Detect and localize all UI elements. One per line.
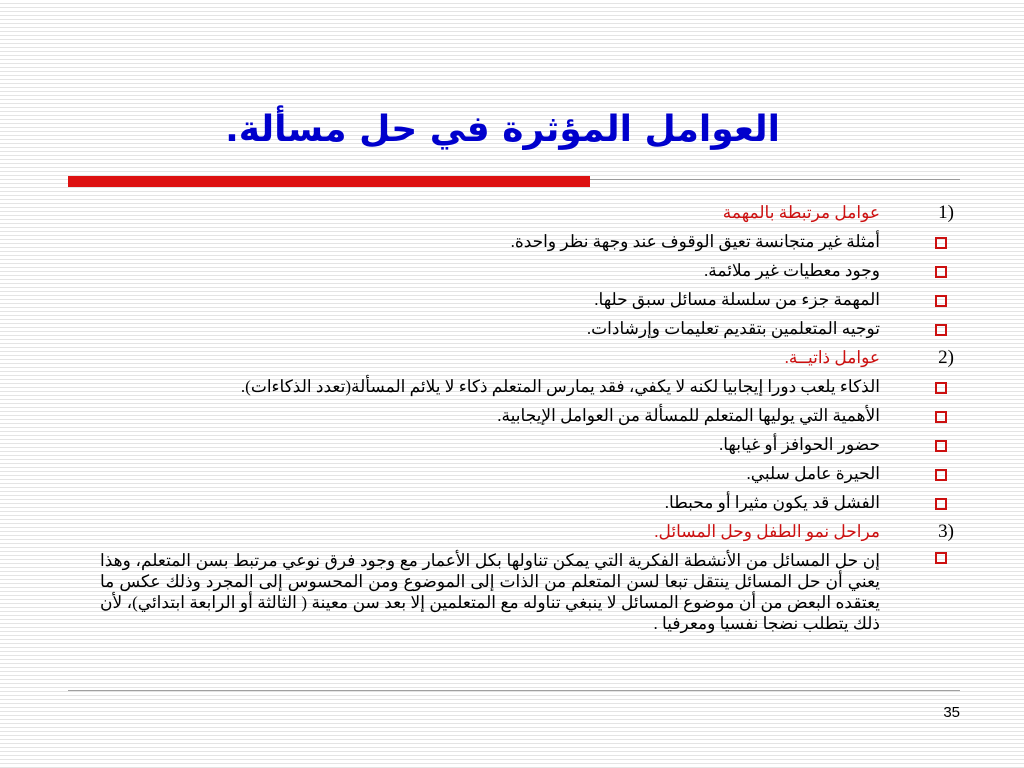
list-item	[100, 285, 960, 314]
square-bullet-icon	[935, 552, 947, 564]
page-number: 35	[943, 704, 960, 721]
list-item-text: الفشل قد يكون مثيرا أو محبطا.	[664, 493, 880, 512]
list-item-text: الأهمية التي يوليها المتعلم للمسألة من العوامل الإيجابية.	[497, 406, 880, 425]
list-item	[100, 546, 960, 634]
section-heading-text-3: مراحل نمو الطفل وحل المسائل.	[654, 522, 880, 541]
list-item	[100, 401, 960, 430]
list-item-text: توجيه المتعلمين بتقديم تعليمات وإرشادات.	[586, 319, 880, 338]
list-item-text: المهمة جزء من سلسلة مسائل سبق حلها.	[594, 290, 880, 309]
section-number-2: 2)	[938, 347, 954, 368]
square-bullet-icon	[935, 469, 947, 481]
list-item	[100, 256, 960, 285]
square-bullet-icon	[935, 237, 947, 249]
square-bullet-icon	[935, 266, 947, 278]
section-heading-text-2: عوامل ذاتيــة.	[784, 348, 880, 367]
square-bullet-icon	[935, 440, 947, 452]
list-item	[100, 488, 960, 517]
title-accent-rule	[68, 176, 590, 187]
list-item	[100, 459, 960, 488]
section-heading-1	[100, 198, 960, 227]
square-bullet-icon	[935, 498, 947, 510]
list-item-text: الذكاء يلعب دورا إيجابيا لكنه لا يكفي، فقد يمارس المتعلم ذكاء لا يلائم المسألة(تعدد الذكاءات).	[240, 377, 880, 396]
list-item-text: الحيرة عامل سلبي.	[746, 464, 880, 483]
list-item	[100, 430, 960, 459]
section-heading-text-1: عوامل مرتبطة بالمهمة	[722, 203, 880, 222]
square-bullet-icon	[935, 382, 947, 394]
square-bullet-icon	[935, 411, 947, 423]
list-item-text: إن حل المسائل من الأنشطة الفكرية التي يمكن تناولها بكل الأعمار مع وجود فرق نوعي مرتبط بسن المتعلم، وهذا يعني أن حل المسائل ينتقل تبعا لسن المتعلم من الذات إلى الموضوع ومن المحسوس إلى المجرد وذلك عكس ما يعتقده البعض من أن موضوع المسائل لا ينبغي تناوله مع المتعلمين إلا بعد سن معينة ( الثالثة أو الرابعة ابتدائي)، لأن ذلك يتطلب نضجا نفسيا ومعرفيا .	[100, 551, 880, 633]
list-item-text: حضور الحوافز أو غيابها.	[718, 435, 880, 454]
list-item-text: أمثلة غير متجانسة تعيق الوقوف عند وجهة نظر واحدة.	[510, 232, 880, 251]
list-item	[100, 372, 960, 401]
section-heading-2	[100, 343, 960, 372]
title-divider-line	[590, 179, 960, 180]
list-item	[100, 314, 960, 343]
square-bullet-icon	[935, 324, 947, 336]
slide-body	[100, 198, 960, 634]
section-number-3: 3)	[938, 521, 954, 542]
section-heading-3	[100, 517, 960, 546]
slide-title: العوامل المؤثرة في حل مسألة.	[225, 109, 780, 150]
list-item-text: وجود معطيات غير ملائمة.	[704, 261, 880, 280]
square-bullet-icon	[935, 295, 947, 307]
list-item	[100, 227, 960, 256]
footer-divider-line	[68, 690, 960, 691]
section-number-1: 1)	[938, 202, 954, 223]
